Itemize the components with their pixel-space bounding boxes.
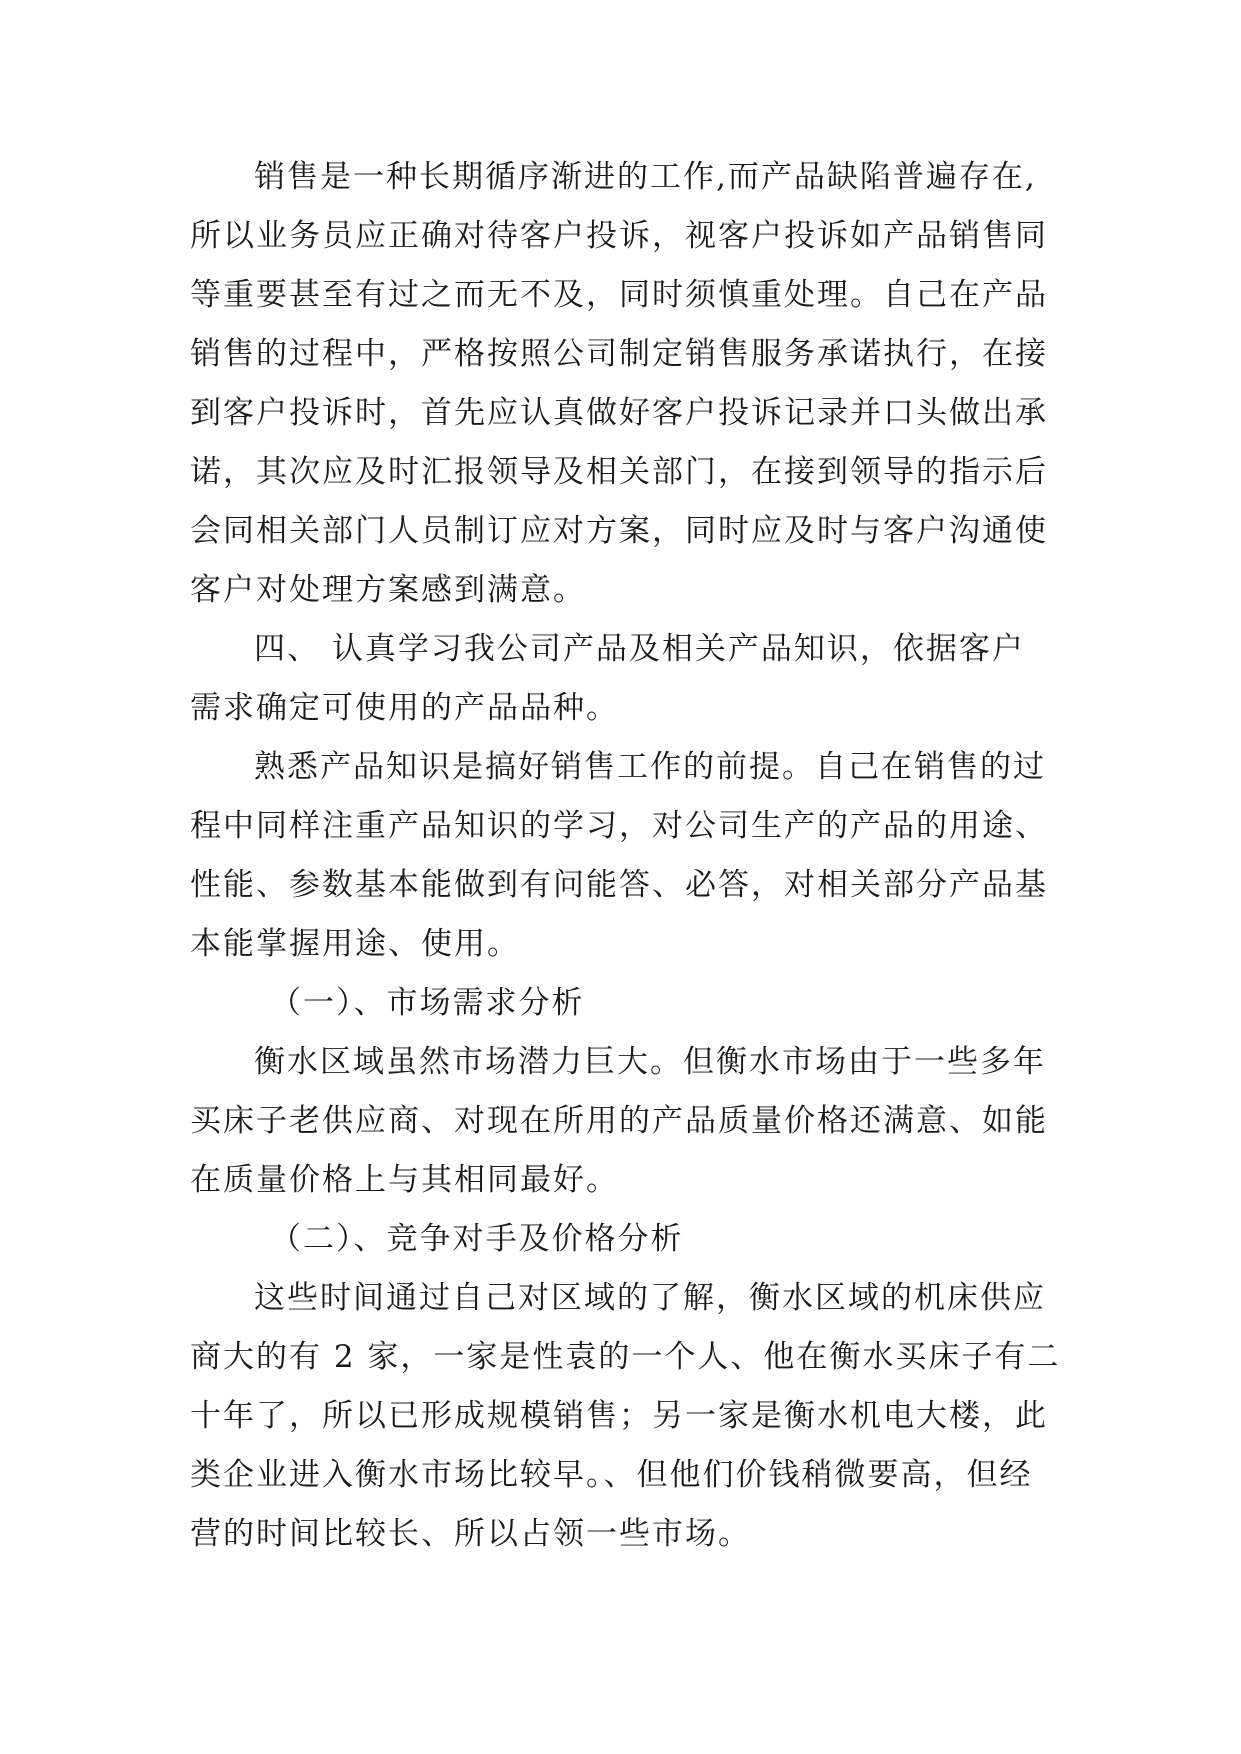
text-line: 客户对处理方案感到满意。 [190, 572, 586, 608]
text-line: 诺，其次应及时汇报领导及相关部门，在接到领导的指示后 [190, 454, 1048, 490]
text-line: 会同相关部门人员制订应对方案，同时应及时与客户沟通使 [190, 513, 1048, 549]
text-line: 程中同样注重产品知识的学习，对公司生产的产品的用途、 [190, 808, 1048, 844]
text-line: 性能、参数基本能做到有问能答、必答，对相关部分产品基 [190, 867, 1048, 903]
text-line: 类企业进入衡水市场比较早。、但他们价钱稍微要高，但经 [190, 1457, 1033, 1493]
section-heading: 四、 认真学习我公司产品及相关产品知识，依据客户 [254, 631, 1025, 667]
text-line: 到客户投诉时，首先应认真做好客户投诉记录并口头做出承 [190, 395, 1048, 431]
text-line: 衡水区域虽然市场潜力巨大。但衡水市场由于一些多年 [254, 1044, 1046, 1080]
text-line: 在质量价格上与其相同最好。 [190, 1162, 619, 1198]
text-line: 等重要甚至有过之而无不及，同时须慎重处理。自己在产品 [190, 277, 1048, 313]
text-line: 买床子老供应商、对现在所用的产品质量价格还满意、如能 [190, 1103, 1048, 1139]
subsection-heading: （二）、竞争对手及价格分析 [270, 1221, 684, 1257]
text-line: 十年了，所以已形成规模销售；另一家是衡水机电大楼，此 [190, 1398, 1048, 1434]
text-line: 营的时间比较长、所以占领一些市场。 [190, 1516, 751, 1552]
text-line: 销售的过程中，严格按照公司制定销售服务承诺执行，在接 [190, 336, 1048, 372]
text-line: 所以业务员应正确对待客户投诉，视客户投诉如产品销售同 [190, 218, 1048, 254]
text-line: 本能掌握用途、使用。 [190, 926, 520, 962]
text-line: 这些时间通过自己对区域的了解，衡水区域的机床供应 [254, 1280, 1046, 1316]
text-line: 商大的有 2 家，一家是性袁的一个人、他在衡水买床子有二 [190, 1339, 1061, 1375]
text-line: 熟悉产品知识是搞好销售工作的前提。自己在销售的过 [254, 749, 1046, 785]
text-line: 销售是一种长期循序渐进的工作,而产品缺陷普遍存在, [254, 159, 1037, 195]
subsection-heading: （一）、市场需求分析 [270, 985, 585, 1021]
text-line: 需求确定可使用的产品品种。 [190, 690, 619, 726]
